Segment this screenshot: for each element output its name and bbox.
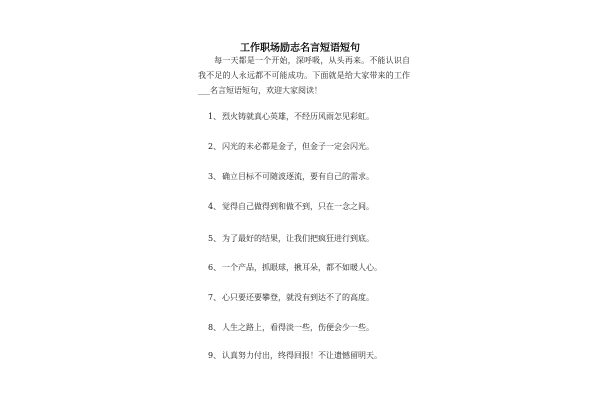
quote-text: 心只要还要攀登，就没有到达不了的高度。: [222, 293, 374, 302]
quote-number: 7、: [208, 293, 222, 302]
quote-text: 为了最好的结果，让我们把疯狂进行到底。: [222, 234, 374, 243]
quote-text: 觉得自己做得到和做不到，只在一念之间。: [222, 202, 374, 211]
quote-number: 6、: [208, 263, 222, 272]
quote-number: 4、: [208, 202, 222, 211]
document-title: 工作职场励志名言短语短句: [240, 43, 360, 54]
quote-text: 人生之路上，看得淡一些，伤便会少一些。: [222, 323, 374, 332]
quote-item-6: [208, 263, 382, 273]
quote-number: 3、: [208, 172, 222, 181]
quote-item-8: [208, 323, 374, 333]
quote-number: 9、: [208, 351, 222, 360]
quote-item-7: [208, 293, 374, 303]
quote-item-2: [208, 142, 374, 152]
quote-item-1: [208, 112, 374, 122]
quote-item-5: [208, 234, 374, 244]
quote-number: 1、: [208, 112, 222, 121]
quote-item-3: [208, 172, 374, 182]
quote-item-4: [208, 202, 374, 212]
quote-number: 5、: [208, 234, 222, 243]
intro-text: 每一天都是一个开始，深呼吸，从头再来。不能认识自我不足的人永远都不可能成功。下面就是给大家带来的工作 ___名言短语短句，欢迎大家阅读！: [198, 56, 410, 95]
quote-number: 2、: [208, 142, 222, 151]
quote-number: 8、: [208, 323, 222, 332]
quote-text: 认真努力付出，终得回报！不让遗憾留明天。: [222, 351, 382, 360]
quote-text: 烈火铸就真心英雄，不经历风雨怎见彩虹。: [222, 112, 374, 121]
quote-item-9: [208, 351, 382, 361]
quote-text: 闪光的未必都是金子，但金子一定会闪光。: [222, 142, 374, 151]
quote-text: 确立目标不可随波逐流，要有自己的需求。: [222, 172, 374, 181]
quote-text: 一个产品，抓眼球，揪耳朵，都不如暖人心。: [222, 263, 382, 272]
